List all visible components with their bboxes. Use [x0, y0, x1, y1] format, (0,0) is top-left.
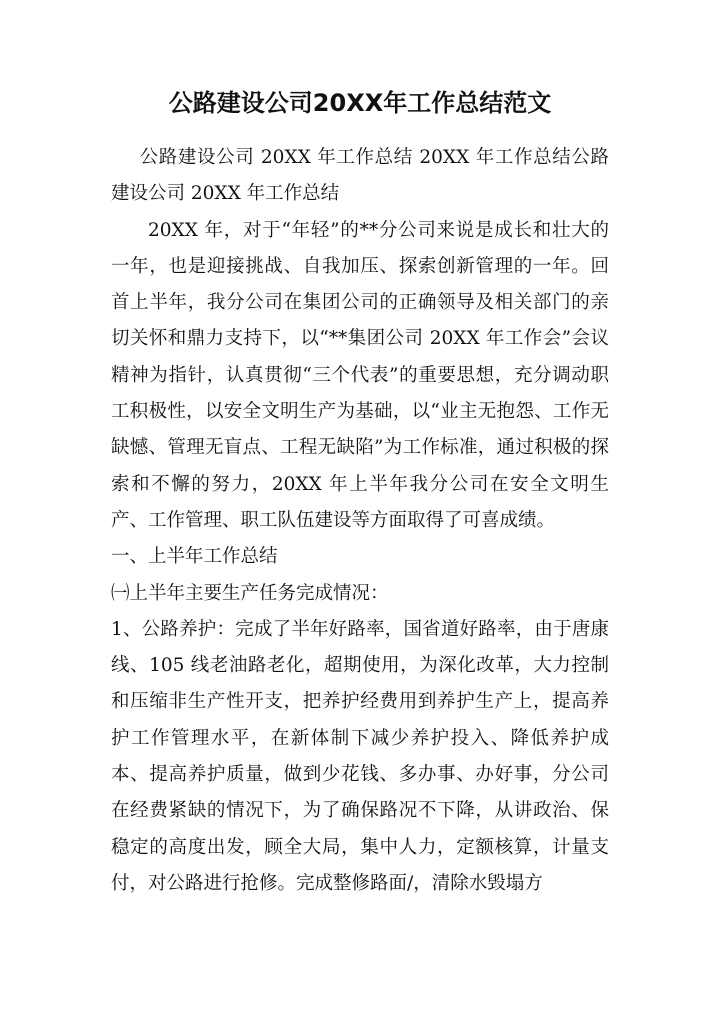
section-heading: 一、上半年工作总结: [111, 546, 278, 568]
intro-paragraph: 公路建设公司 20XX 年工作总结 20XX 年工作总结公路建设公司 20XX 年工作总结: [111, 147, 609, 205]
subsection-heading: ㈠上半年主要生产任务完成情况：: [111, 582, 389, 604]
road-maintenance-paragraph: 1、公路养护：完成了半年好路率，国省道好路率，由于唐康线、105 线老油路老化，超期使用，为深化改革，大力控制和压缩非生产性开支，把养护经费用到养护生产上，提高养护工作管理水平，在新体制下减少养护投入、降低养护成本、提高养护质量，做到少花钱、多办事、办好事，分公司在经费紧缺的情况下，为了确保路况不下降，从讲政治、保稳定的高度出发，顾全大局，集中人力，定额核算，计量支付，对公路进行抢修。完成整修路面/，清除水毁塌方: [111, 618, 609, 894]
document-title: 公路建设公司20XX年工作总结范文: [168, 89, 552, 117]
document-body: [111, 140, 609, 902]
overview-paragraph: 20XX 年，对于“年轻”的**分公司来说是成长和壮大的一年，也是迎接挑战、自我加压、探索创新管理的一年。回首上半年，我分公司在集团公司的正确领导及相关部门的亲切关怀和鼎力支持下，以“**集团公司 20XX 年工作会”会议精神为指针，认真贯彻“三个代表”的重要思想，充分调动职工积极性，以安全文明生产为基础，以“业主无抱怨、工作无缺憾、管理无盲点、工程无缺陷”为工作标准，通过积极的探索和不懈的努力，20XX 年上半年我分公司在安全文明生产、工作管理、职工队伍建设等方面取得了可喜成绩。: [111, 219, 609, 531]
